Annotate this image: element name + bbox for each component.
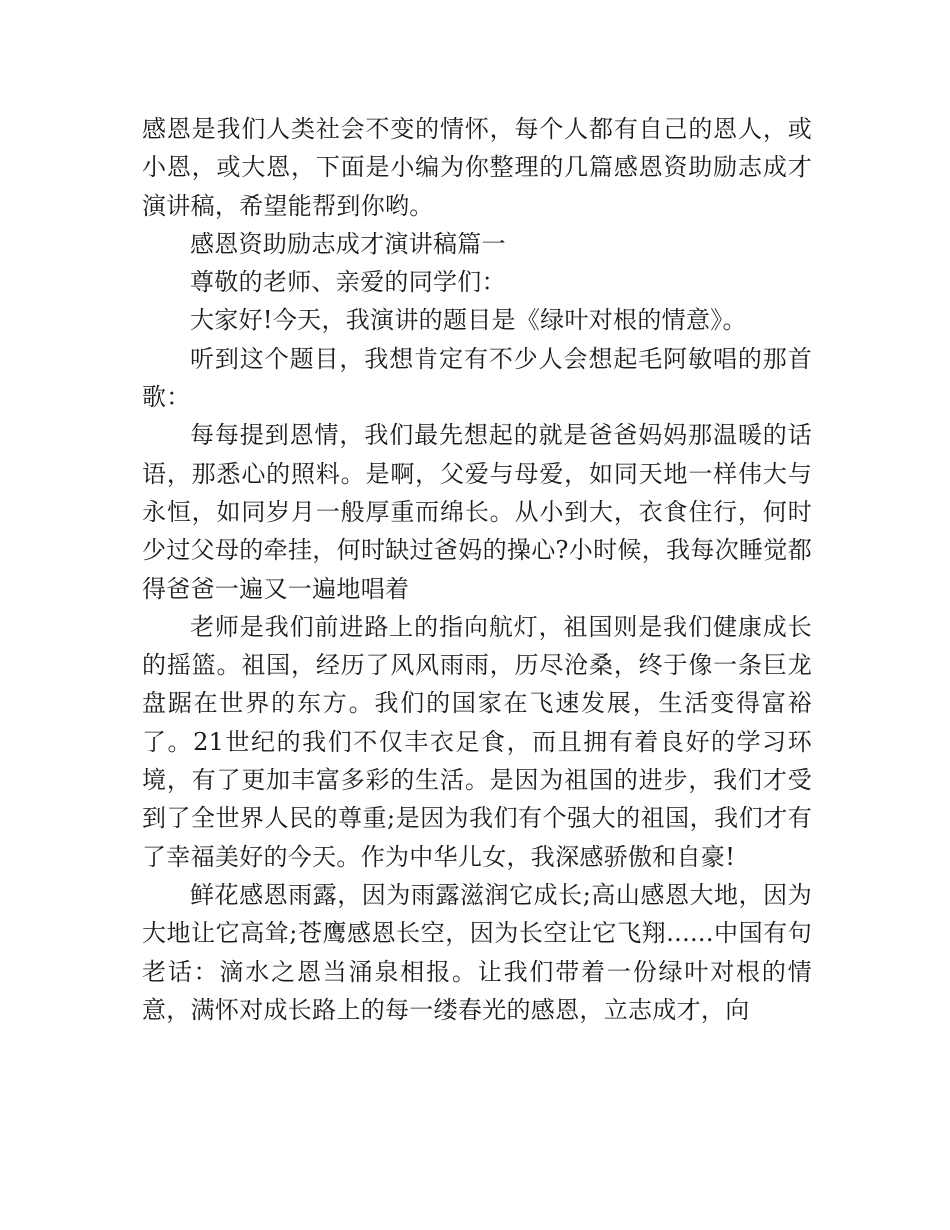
salutation: 尊敬的老师、亲爱的同学们： <box>190 268 506 297</box>
paragraph-intro: 感恩是我们人类社会不变的情怀，每个人都有自己的恩人，或小恩，或大恩，下面是小编为你整理的几篇感恩资助励志成才演讲稿，希望能帮到你哟。 <box>142 115 812 220</box>
paragraph-song: 听到这个题目，我想肯定有不少人会想起毛阿敏唱的那首歌： <box>142 344 812 412</box>
paragraph-parents: 每每提到恩情，我们最先想起的就是爸爸妈妈那温暖的话语，那悉心的照料。是啊，父爱与母爱，如同天地一样伟大与永恒，如同岁月一般厚重而绵长。从小到大，衣食住行，何时少过父母的牵挂，何时缺过爸妈的操心?小时候，我每次睡觉都得爸爸一遍又一遍地唱着 <box>142 421 812 603</box>
paragraph-greeting: 大家好!今天，我演讲的题目是《绿叶对根的情意》。 <box>190 306 747 335</box>
section-heading: 感恩资助励志成才演讲稿篇一 <box>190 229 506 258</box>
paragraph-gratitude: 鲜花感恩雨露，因为雨露滋润它成长;高山感恩大地，因为大地让它高耸;苍鹰感恩长空，因为长空让它飞翔......中国有句老话：滴水之恩当涌泉相报。让我们带着一份绿叶对根的情意，满怀对成长路上的每一缕春光的感恩，立志成才，向 <box>142 880 812 1024</box>
paragraph-motherland: 老师是我们前进路上的指向航灯，祖国则是我们健康成长的摇篮。祖国，经历了风风雨雨，历尽沧桑，终于像一条巨龙盘踞在世界的东方。我们的国家在飞速发展，生活变得富裕了。21世纪的我们不仅丰衣足食，而且拥有着良好的学习环境，有了更加丰富多彩的生活。是因为祖国的进步，我们才受到了全世界人民的尊重;是因为我们有个强大的祖国，我们才有了幸福美好的今天。作为中华儿女，我深感骄傲和自豪! <box>142 612 812 871</box>
document-body <box>142 110 812 1029</box>
